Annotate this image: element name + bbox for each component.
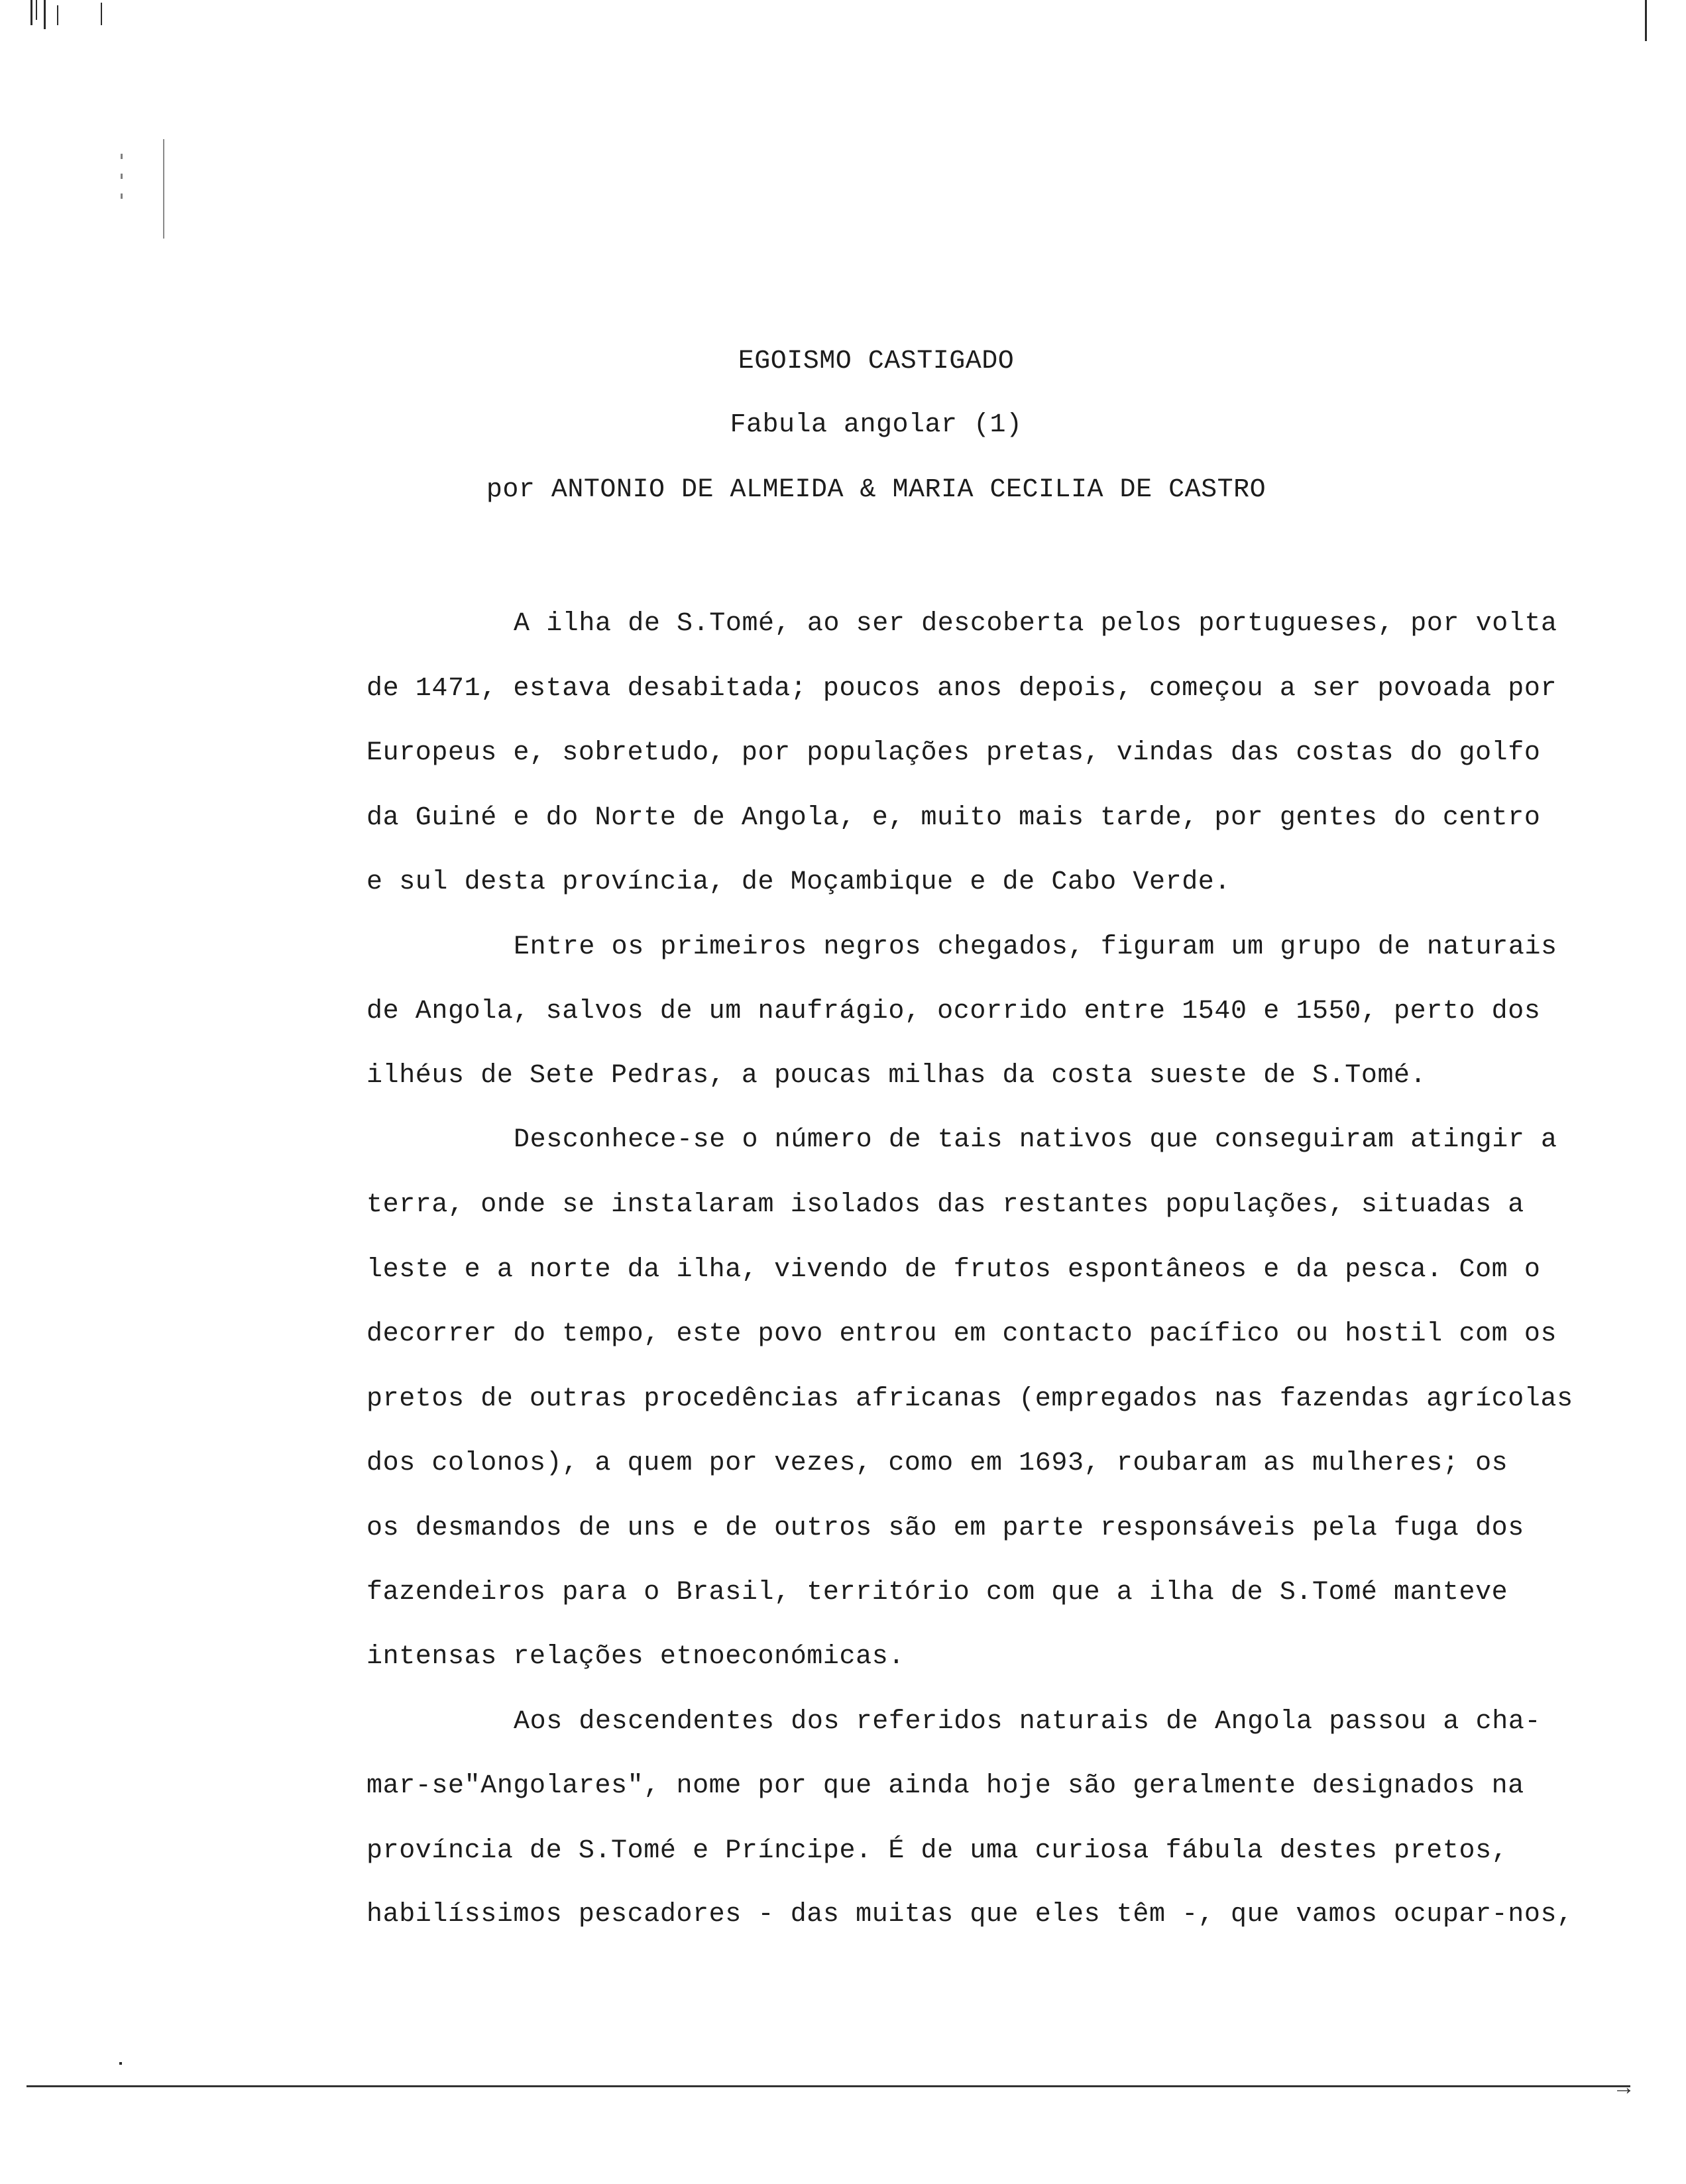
text-line: de 1471, estava desabitada; poucos anos depois, começou a ser povoada por — [366, 674, 1557, 704]
document-subtitle: Fabula angolar (1) — [730, 410, 1023, 440]
bottom-rule — [27, 2085, 1630, 2087]
text-line: pretos de outras procedências africanas (empregados nas fazendas agrícolas — [366, 1384, 1573, 1414]
scan-mark-dot-1 — [121, 154, 123, 159]
text-line: habilíssimos pescadores - das muitas que eles têm -, que vamos ocupar-nos, — [366, 1900, 1573, 1930]
scan-mark-top-left-5 — [101, 3, 102, 25]
text-line: de Angola, salvos de um naufrágio, ocorrido entre 1540 e 1550, perto dos — [366, 997, 1541, 1026]
text-line: Europeus e, sobretudo, por populações pretas, vindas das costas do golfo — [366, 738, 1541, 768]
text-line: mar-se"Angolares", nome por que ainda hoje são geralmente designados na — [366, 1771, 1524, 1801]
arrow-icon: → — [1617, 2077, 1631, 2102]
scan-mark-top-right — [1645, 0, 1647, 41]
scan-mark-bracket — [163, 139, 164, 239]
text-line: os desmandos de uns e de outros são em parte responsáveis pela fuga dos — [366, 1513, 1524, 1543]
text-line: A ilha de S.Tomé, ao ser descoberta pelos portugueses, por volta — [514, 609, 1557, 639]
text-line: da Guiné e do Norte de Angola, e, muito mais tarde, por gentes do centro — [366, 803, 1541, 833]
text-line: fazendeiros para o Brasil, território com que a ilha de S.Tomé manteve — [366, 1578, 1508, 1608]
document-authors: por ANTONIO DE ALMEIDA & MARIA CECILIA DE CASTRO — [486, 475, 1266, 505]
text-line: intensas relações etnoeconómicas. — [366, 1642, 905, 1672]
scan-mark-dot-3 — [121, 193, 123, 199]
text-line: e sul desta província, de Moçambique e de Cabo Verde. — [366, 867, 1231, 897]
text-line: Desconhece-se o número de tais nativos que conseguiram atingir a — [514, 1125, 1557, 1155]
text-line: ilhéus de Sete Pedras, a poucas milhas da costa sueste de S.Tomé. — [366, 1061, 1427, 1091]
text-line: Aos descendentes dos referidos naturais de Angola passou a cha- — [514, 1707, 1542, 1737]
scan-mark-top-left-3 — [44, 0, 46, 29]
scan-mark-top-left-1 — [30, 0, 32, 25]
document-title: EGOISMO CASTIGADO — [738, 347, 1015, 376]
scan-mark-bottom-dot — [119, 2062, 122, 2065]
text-line: província de S.Tomé e Príncipe. É de uma curiosa fábula destes pretos, — [366, 1836, 1508, 1866]
text-line: dos colonos), a quem por vezes, como em 1693, roubaram as mulheres; os — [366, 1448, 1508, 1478]
text-line: decorrer do tempo, este povo entrou em contacto pacífico ou hostil com os — [366, 1319, 1557, 1349]
scan-mark-dot-2 — [121, 174, 123, 179]
text-line: leste e a norte da ilha, vivendo de frutos espontâneos e da pesca. Com o — [366, 1255, 1541, 1285]
scan-mark-top-left-2 — [36, 0, 37, 20]
text-line: terra, onde se instalaram isolados das restantes populações, situadas a — [366, 1190, 1524, 1220]
scan-mark-top-left-4 — [57, 5, 58, 25]
text-line: Entre os primeiros negros chegados, figuram um grupo de naturais — [514, 932, 1557, 962]
